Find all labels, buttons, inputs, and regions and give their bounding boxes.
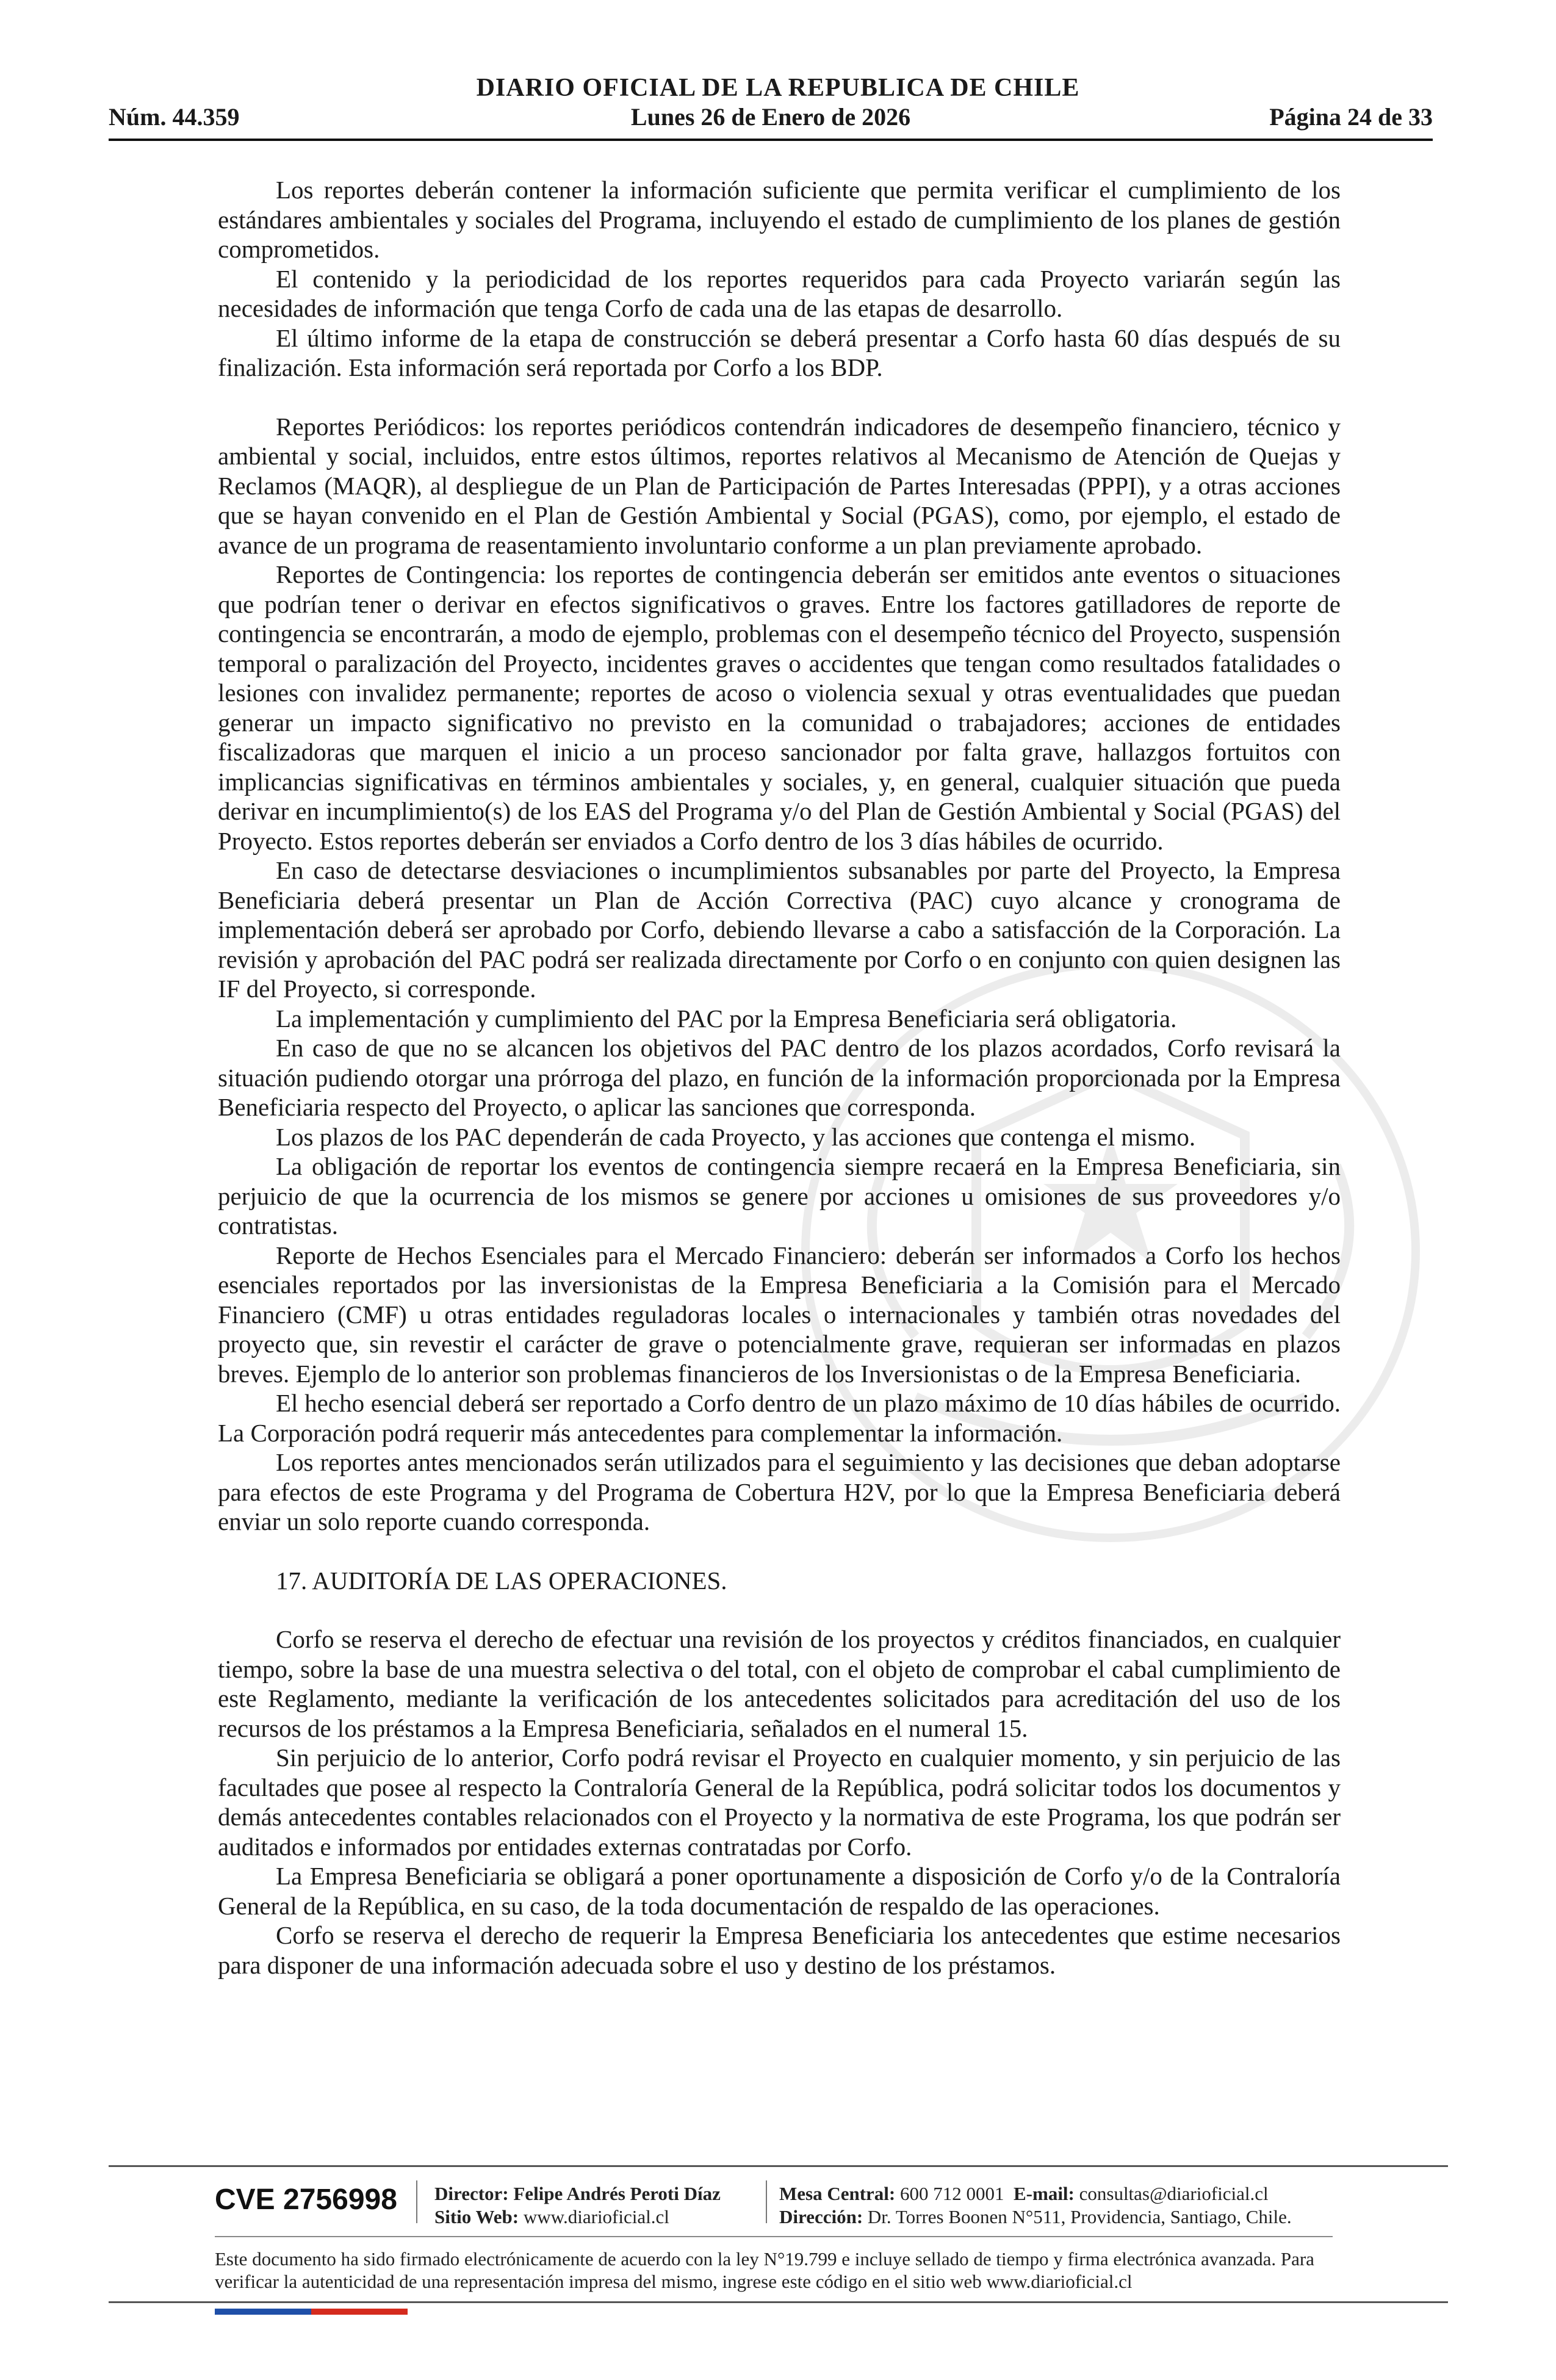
address-label: Dirección:: [779, 2206, 863, 2227]
section-heading: 17. AUDITORÍA DE LAS OPERACIONES.: [276, 1566, 727, 1595]
paragraph: En caso de que no se alcancen los objetivos del PAC dentro de los plazos acordados, Corfo revisará la situación pudiendo otorgar una prórroga del plazo, en función de la información proporcionada por la Empresa Beneficiaria respecto del Proyecto, o aplicar las sanciones que corresponda.: [218, 1034, 1341, 1121]
paragraph: Reportes de Contingencia: los reportes de contingencia deberán ser emitidos ante eventos o situaciones que podrían tener o derivar en efectos significativos o graves. Entre los factores gatilladores de reporte de contingencia se encontrarán, a modo de ejemplo, problemas con el desempeño técnico del Proyecto, suspensión temporal o paralización del Proyecto, incidentes graves o accidentes que tengan como resultados fatalidades o lesiones con invalidez permanente; reportes de acoso o violencia sexual y otras eventualidades que puedan generar un impacto significativo no previsto en la comunidad o trabajadores; acciones de entidades fiscalizadoras que marquen el inicio a un proceso sancionador por falta grave, hallazgos fortuitos con implicancias significativas en términos ambientales y sociales, y, en general, cualquier situación que pueda derivar en incumplimiento(s) de los EAS del Programa y/o del Plan de Gestión Ambiental y Social (PGAS) del Proyecto. Estos reportes deberán ser enviados a Corfo dentro de los 3 días hábiles de ocurrido.: [218, 560, 1341, 855]
web-label: Sitio Web:: [434, 2206, 519, 2227]
header-divider: [109, 139, 1433, 141]
director-value: Felipe Andrés Peroti Díaz: [513, 2183, 721, 2204]
cve-code: CVE 2756998: [215, 2183, 397, 2216]
paragraph: La obligación de reportar los eventos de contingencia siempre recaerá en la Empresa Beneficiaria, sin perjuicio de que la ocurrencia de los mismos se genere por acciones u omisiones de sus proveedores y/o contratistas.: [218, 1152, 1341, 1239]
paragraph: En caso de detectarse desviaciones o incumplimientos subsanables por parte del Proyecto, la Empresa Beneficiaria deberá presentar un Plan de Acción Correctiva (PAC) cuyo alcance y cronograma de implementación deberá ser aprobado por Corfo, debiendo llevarse a cabo a satisfacción de la Corporación. La revisión y aprobación del PAC podrá ser realizada directamente por Corfo o en conjunto con quien designen las IF del Proyecto, si corresponde.: [218, 856, 1341, 1003]
paragraph: Reporte de Hechos Esenciales para el Mercado Financiero: deberán ser informados a Corfo los hechos esenciales reportados por las inversionistas de la Empresa Beneficiaria a la Comisión para el Mercado Financiero (CMF) u otras entidades reguladoras locales o internacionales y también otras novedades del proyecto que, sin revestir el carácter de grave o potencialmente grave, requieran ser informadas en plazos breves. Ejemplo de lo anterior son problemas financieros de los Inversionistas o de la Empresa Beneficiaria.: [218, 1241, 1341, 1388]
paragraph: El contenido y la periodicidad de los reportes requeridos para cada Proyecto variarán según las necesidades de información que tenga Corfo de cada una de las etapas de desarrollo.: [218, 264, 1341, 322]
document-body: [218, 175, 1341, 1980]
legal-notice: Este documento ha sido firmado electrónicamente de acuerdo con la ley N°19.799 e incluye sellado de tiempo y firma electrónica avanzada. Para verificar la autenticidad de una representación impresa del mismo, ingrese este código en el sitio web www.diarioficial.cl: [215, 2248, 1314, 2292]
paragraph: Sin perjuicio de lo anterior, Corfo podrá revisar el Proyecto en cualquier momento, y sin perjuicio de las facultades que posee al respecto la Contraloría General de la República, podrá solicitar todos los documentos y demás antecedentes contables relacionados con el Proyecto y la normativa de este Programa, los que podrán ser auditados e informados por entidades externas contratadas por Corfo.: [218, 1744, 1341, 1861]
paragraph: El último informe de la etapa de construcción se deberá presentar a Corfo hasta 60 días después de su finalización. Esta información será reportada por Corfo a los BDP.: [218, 323, 1341, 381]
footer-inner-divider: [215, 2236, 1333, 2237]
email-label: E-mail:: [1014, 2183, 1075, 2204]
paragraph: Corfo se reserva el derecho de requerir la Empresa Beneficiaria los antecedentes que estime necesarios para disponer de una información adecuada sobre el uso y destino de los préstamos.: [218, 1921, 1341, 1979]
issue-number: Núm. 44.359: [109, 103, 240, 131]
central-label: Mesa Central:: [779, 2183, 896, 2204]
paragraph: Los reportes deberán contener la información suficiente que permita verificar el cumplimiento de los estándares ambientales y sociales del Programa, incluyendo el estado de cumplimiento de los planes de gestión comprometidos.: [218, 176, 1341, 263]
page-number: Página 24 de 33: [1269, 103, 1433, 131]
paragraph: Reportes Periódicos: los reportes periódicos contendrán indicadores de desempeño financiero, técnico y ambiental y social, incluidos, entre estos últimos, reportes relativos al Mecanismo de Atención de Quejas y Reclamos (MAQR), al despliegue de un Plan de Participación de Partes Interesadas (PPPI), y a otras acciones que se hayan convenido en el Plan de Gestión Ambiental y Social (PGAS), como, por ejemplo, el estado de avance de un programa de reasentamiento involuntario conforme a un plan previamente aprobado.: [218, 412, 1341, 559]
paragraph: El hecho esencial deberá ser reportado a Corfo dentro de un plazo máximo de 10 días hábiles de ocurrido. La Corporación podrá requerir más antecedentes para complementar la información.: [218, 1389, 1341, 1447]
email-link[interactable]: consultas@diarioficial.cl: [1079, 2183, 1269, 2204]
director-label: Director:: [434, 2183, 509, 2204]
header-row: [109, 103, 1433, 137]
central-phone: 600 712 0001: [900, 2183, 1004, 2204]
address-value: Dr. Torres Boonen N°511, Providencia, Santiago, Chile.: [867, 2206, 1292, 2227]
footer-separator: [416, 2180, 417, 2223]
paragraph: La Empresa Beneficiaria se obligará a poner oportunamente a disposición de Corfo y/o de la Contraloría General de la República, en su caso, de la toda documentación de respaldo de las operaciones.: [218, 1862, 1341, 1920]
paragraph: La implementación y cumplimiento del PAC por la Empresa Beneficiaria será obligatoria.: [276, 1004, 1177, 1033]
flag-stripe-blue: [215, 2309, 311, 2315]
footer-separator: [766, 2180, 767, 2223]
footer-bottom-divider: [109, 2301, 1448, 2303]
paragraph: Los reportes antes mencionados serán utilizados para el seguimiento y las decisiones que deban adoptarse para efectos de este Programa y del Programa de Cobertura H2V, por lo que la Empresa Beneficiaria deberá enviar un solo reporte cuando corresponda.: [218, 1448, 1341, 1535]
footer-director-block: [434, 2182, 721, 2229]
paragraph: Corfo se reserva el derecho de efectuar una revisión de los proyectos y créditos financiados, en cualquier tiempo, sobre la base de una muestra selectiva o del total, con el objeto de comprobar el cabal cumplimiento de este Reglamento, mediante la verificación de los antecedentes solicitados para acreditación del uso de los recursos de los préstamos a la Empresa Beneficiaria, señalados en el numeral 15.: [218, 1625, 1341, 1742]
footer-divider: [109, 2165, 1448, 2167]
footer-contact-block: [779, 2182, 1292, 2229]
website-link[interactable]: www.diarioficial.cl: [523, 2206, 669, 2227]
issue-date: Lunes 26 de Enero de 2026: [630, 103, 911, 131]
paragraph: Los plazos de los PAC dependerán de cada Proyecto, y las acciones que contenga el mismo.: [276, 1122, 1196, 1151]
newspaper-title: DIARIO OFICIAL DE LA REPUBLICA DE CHILE: [476, 74, 1080, 102]
flag-stripe-red: [311, 2309, 408, 2315]
